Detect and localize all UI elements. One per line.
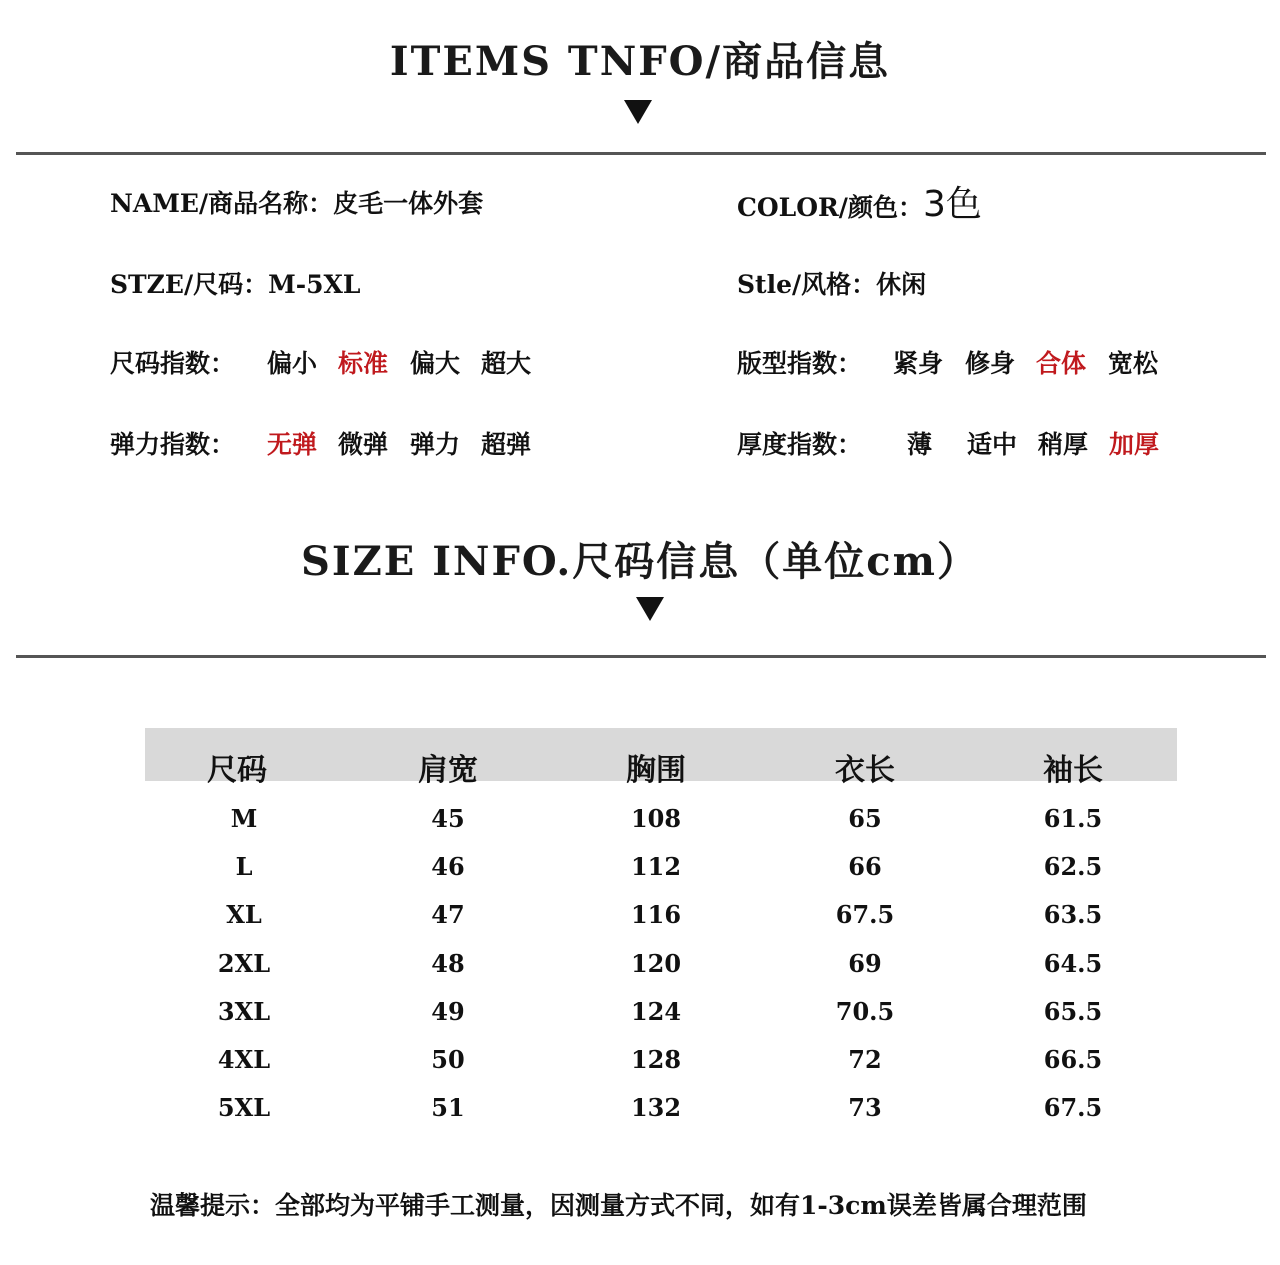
style-info <box>737 265 926 301</box>
table-cell: 47 <box>431 900 465 929</box>
color-info <box>737 176 982 227</box>
thickness-option: 薄 <box>907 430 933 459</box>
items-info-heading: ITEMS TNFO/商品信息 <box>389 38 891 85</box>
table-cell: 67.5 <box>835 900 895 929</box>
table-cell: 65 <box>848 804 882 833</box>
table-cell: 72 <box>848 1045 882 1074</box>
table-cell: 2XL <box>217 949 271 978</box>
down-arrow-icon <box>636 597 664 621</box>
thickness-option: 适中 <box>967 430 1018 459</box>
color-label: COLOR/颜色： <box>737 193 923 222</box>
table-header-cell: 尺码 <box>207 753 267 788</box>
table-cell: 120 <box>630 949 682 978</box>
table-cell: 67.5 <box>1043 1093 1103 1122</box>
divider <box>16 152 1266 155</box>
table-cell: 48 <box>431 949 465 978</box>
table-cell: 73 <box>848 1093 882 1122</box>
elasticity-option: 弹力 <box>410 430 461 459</box>
table-cell: 132 <box>630 1093 682 1122</box>
table-cell: 63.5 <box>1043 900 1103 929</box>
size-value: M-5XL <box>268 270 361 299</box>
size-fit-index-label: 尺码指数： <box>110 349 236 378</box>
table-cell: 108 <box>630 804 682 833</box>
name-label: NAME/商品名称： <box>110 189 334 218</box>
table-cell: 66 <box>848 852 882 881</box>
color-value: 3色 <box>922 184 982 225</box>
table-cell: 112 <box>630 852 682 881</box>
name-info <box>110 184 483 220</box>
table-cell: 49 <box>431 997 465 1026</box>
thickness-option: 稍厚 <box>1038 430 1089 459</box>
cut-option: 修身 <box>965 349 1016 378</box>
thickness-option: 加厚 <box>1109 430 1160 459</box>
table-cell: 5XL <box>217 1093 271 1122</box>
table-cell: 70.5 <box>835 997 895 1026</box>
table-header-cell: 肩宽 <box>418 753 478 788</box>
name-value: 皮毛一体外套 <box>333 189 484 218</box>
table-cell: 62.5 <box>1043 852 1103 881</box>
table-cell: 4XL <box>217 1045 271 1074</box>
cut-option: 合体 <box>1036 349 1087 378</box>
table-cell: 69 <box>848 949 882 978</box>
table-header-cell: 袖长 <box>1043 753 1103 788</box>
table-cell: 46 <box>431 852 465 881</box>
cut-index-label: 版型指数： <box>737 349 863 378</box>
measurement-note: 温馨提示：全部均为平铺手工测量，因测量方式不同，如有1-3cm误差皆属合理范围 <box>150 1191 1087 1220</box>
table-cell: L <box>235 852 253 881</box>
cut-option: 紧身 <box>893 349 944 378</box>
table-cell: 3XL <box>217 997 271 1026</box>
cut-option: 宽松 <box>1108 349 1159 378</box>
size-info-heading: SIZE INFO.尺码信息（单位cm） <box>301 538 979 585</box>
elasticity-option: 超弹 <box>481 430 532 459</box>
size-fit-option: 标准 <box>338 349 389 378</box>
table-header-cell: 胸围 <box>626 753 686 788</box>
table-cell: 64.5 <box>1043 949 1103 978</box>
size-label: STZE/尺码： <box>110 270 269 299</box>
table-cell: 50 <box>431 1045 465 1074</box>
table-cell: 124 <box>630 997 682 1026</box>
table-cell: 61.5 <box>1043 804 1103 833</box>
size-info <box>110 265 361 301</box>
divider <box>16 655 1266 658</box>
thickness-index-label: 厚度指数： <box>737 430 863 459</box>
table-cell: 128 <box>630 1045 682 1074</box>
down-arrow-icon <box>624 100 652 124</box>
elasticity-index-label: 弹力指数： <box>110 430 236 459</box>
size-fit-option: 偏小 <box>267 349 318 378</box>
table-cell: 45 <box>431 804 465 833</box>
table-cell: 65.5 <box>1043 997 1103 1026</box>
style-value: 休闲 <box>876 270 927 299</box>
table-header-cell: 衣长 <box>835 753 895 788</box>
table-cell: 51 <box>431 1093 465 1122</box>
table-cell: 116 <box>630 900 682 929</box>
table-cell: XL <box>226 900 262 929</box>
size-fit-option: 偏大 <box>410 349 461 378</box>
style-label: Stle/风格： <box>737 270 877 299</box>
table-cell: M <box>230 804 258 833</box>
size-fit-option: 超大 <box>481 349 532 378</box>
elasticity-option: 无弹 <box>267 430 318 459</box>
table-cell: 66.5 <box>1043 1045 1103 1074</box>
elasticity-option: 微弹 <box>338 430 389 459</box>
